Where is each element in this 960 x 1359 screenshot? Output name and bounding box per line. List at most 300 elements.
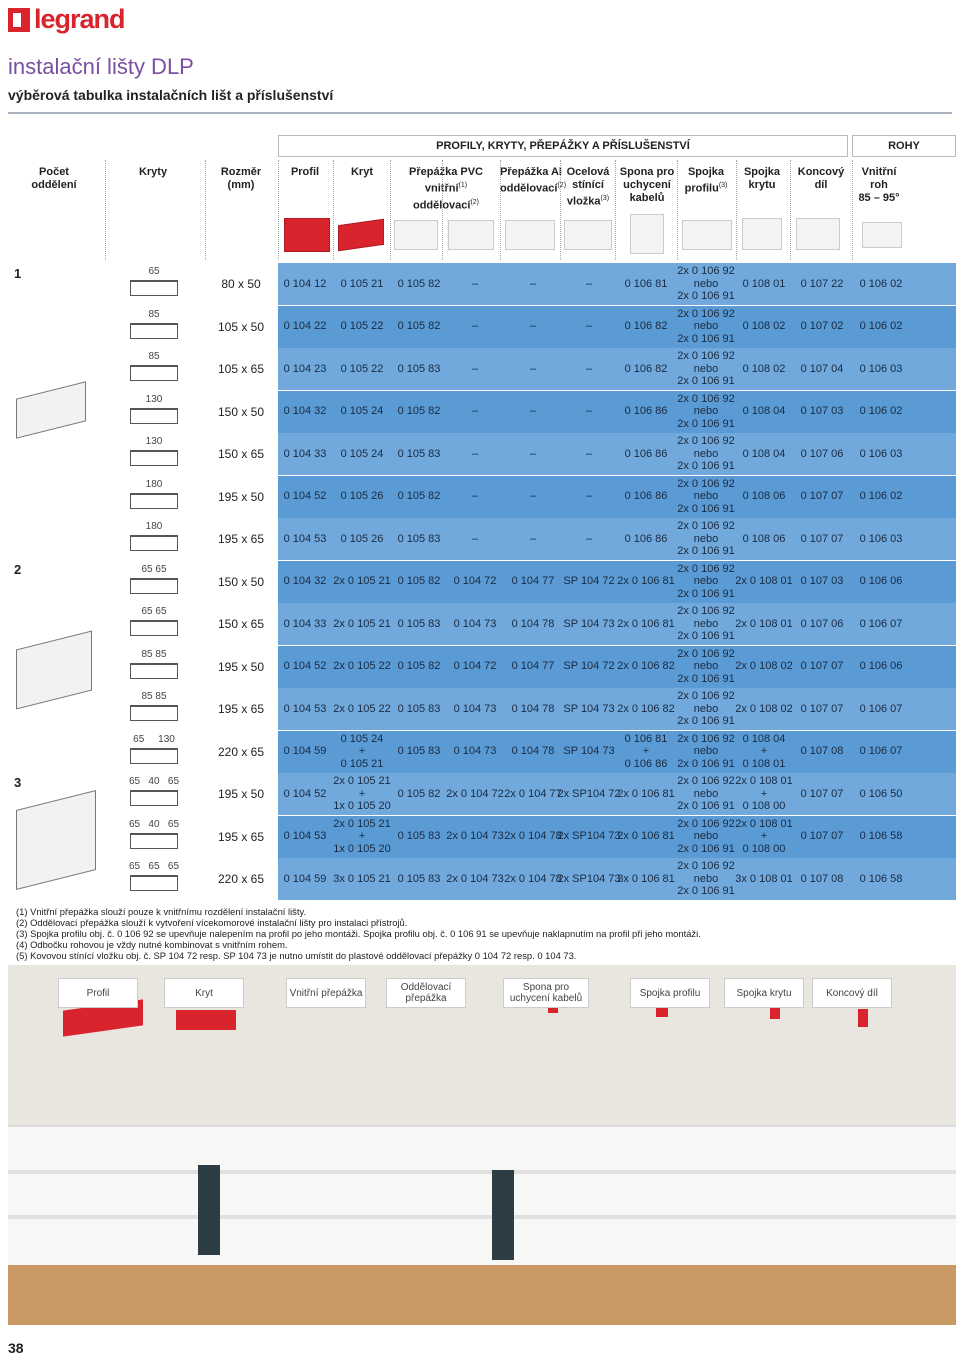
- cell-sp: 2x 0 106 92 nebo 2x 0 106 91: [677, 647, 735, 685]
- cell-profil: 0 104 52: [283, 490, 327, 503]
- cell-profil: 0 104 53: [283, 702, 327, 715]
- cell-sp: 2x 0 106 92 nebo 2x 0 106 91: [677, 817, 735, 855]
- cell-spona: 0 106 86: [624, 490, 668, 503]
- cell-sp: 2x 0 106 92 nebo 2x 0 106 91: [677, 392, 735, 430]
- col-separator: [790, 160, 791, 260]
- caption-oddelovaci: Oddělovací přepážka: [386, 978, 466, 1008]
- cell-pvc2: 0 104 73: [453, 617, 497, 630]
- cell-pvc: 0 105 82: [397, 490, 441, 503]
- title-divider: [8, 112, 952, 114]
- cell-ocel: 2x SP104 73: [557, 830, 621, 843]
- photo-red-mark: [656, 1007, 668, 1017]
- cell-ocel: SP 104 73: [563, 745, 615, 758]
- cell-ocel: SP 104 72: [563, 575, 615, 588]
- cell-roh: 0 106 02: [859, 320, 903, 333]
- cell-pvc2: 0 104 72: [453, 575, 497, 588]
- cell-al: –: [529, 362, 537, 375]
- cover-profile-icon: [130, 450, 178, 466]
- cell-sp: 2x 0 106 92 nebo 2x 0 106 91: [677, 860, 735, 898]
- table-row: [278, 646, 956, 688]
- cell-al: 2x 0 104 78: [504, 872, 562, 885]
- cell-pvc2: 0 104 73: [453, 702, 497, 715]
- cell-roh: 0 106 58: [859, 830, 903, 843]
- pvc-divider-image: [448, 220, 494, 250]
- col-pvc: Přepážka PVC vnitřní$^{(1)}$ oddělovací$^{(2)}$: [409, 166, 483, 212]
- cover-profile-icon: [130, 663, 178, 679]
- cell-pvc2: –: [471, 532, 479, 545]
- cell-pvc2: –: [471, 277, 479, 290]
- cell-spona: 2x 0 106 82: [617, 660, 675, 673]
- cover-profile-icon: [130, 408, 178, 424]
- cell-al: 2x 0 104 77: [504, 787, 562, 800]
- cover-dimension: 85 85: [141, 648, 167, 660]
- cover-profile-icon: [130, 705, 178, 721]
- cell-kryt: 0 105 26: [340, 532, 384, 545]
- col-vnitrni-roh: Vnitřní roh 85 – 95°: [858, 166, 900, 204]
- cell-profil: 0 104 59: [283, 745, 327, 758]
- caption-profil: Profil: [58, 978, 138, 1008]
- table-row: [278, 306, 956, 348]
- table-row: [278, 816, 956, 858]
- cell-profil: 0 104 53: [283, 532, 327, 545]
- cell-ocel: 2x SP104 73: [557, 872, 621, 885]
- cell-spona: 2x 0 106 82: [617, 702, 675, 715]
- trunking-1-illustration: [16, 381, 86, 438]
- col-pocet: Počet oddělení: [31, 166, 77, 191]
- cover-joint-image: [742, 218, 782, 250]
- table-row: [278, 518, 956, 560]
- cell-pvc2: 2x 0 104 73: [446, 872, 504, 885]
- cell-roh: 0 106 03: [859, 532, 903, 545]
- cell-roh: 0 106 58: [859, 872, 903, 885]
- cell-sk: 0 108 02: [742, 320, 786, 333]
- cell-kd: 0 107 03: [800, 575, 844, 588]
- cell-profil: 0 104 22: [283, 320, 327, 333]
- cell-pvc: 0 105 83: [397, 362, 441, 375]
- cell-kd: 0 107 04: [800, 362, 844, 375]
- table-row: [278, 688, 956, 730]
- cell-pvc2: –: [471, 320, 479, 333]
- table-row: [278, 391, 956, 433]
- col-koncovy: Koncový díl: [797, 166, 845, 191]
- cell-kd: 0 107 07: [800, 532, 844, 545]
- size-label: 150 x 65: [217, 617, 265, 631]
- cell-al: 2x 0 104 78: [504, 830, 562, 843]
- table-row: [278, 773, 956, 815]
- cell-pvc: 0 105 82: [397, 660, 441, 673]
- col-separator: [278, 160, 279, 260]
- inner-corner-image: [862, 222, 902, 248]
- cell-roh: 0 106 07: [859, 617, 903, 630]
- cell-kd: 0 107 22: [800, 277, 844, 290]
- page-subtitle: výběrová tabulka instalačních lišt a příslušenství: [8, 87, 334, 103]
- cell-profil: 0 104 32: [283, 575, 327, 588]
- al-divider-image: [505, 220, 555, 250]
- cell-sp: 2x 0 106 92 nebo 2x 0 106 91: [677, 520, 735, 558]
- cell-sp: 2x 0 106 92 nebo 2x 0 106 91: [677, 350, 735, 388]
- cell-ocel: SP 104 72: [563, 660, 615, 673]
- col-al: Přepážka Al oddělovací$^{(2)}$: [500, 166, 567, 195]
- cell-kryt: 2x 0 105 21: [333, 575, 391, 588]
- col-separator: [852, 160, 853, 260]
- cover-dimension: 65 40 65: [128, 776, 180, 787]
- cell-pvc: 0 105 83: [397, 447, 441, 460]
- cell-kd: 0 107 02: [800, 320, 844, 333]
- cell-pvc: 0 105 82: [397, 787, 441, 800]
- cell-sk: 0 108 01: [742, 277, 786, 290]
- cover-dimension: 65 65: [141, 563, 167, 575]
- cell-profil: 0 104 59: [283, 872, 327, 885]
- cell-roh: 0 106 03: [859, 447, 903, 460]
- cell-roh: 0 106 02: [859, 490, 903, 503]
- cell-sk: 2x 0 108 02: [735, 660, 793, 673]
- photo-red-mark: [770, 1007, 780, 1019]
- cover-dimension: 65 40 65: [128, 818, 180, 830]
- cell-sp: 2x 0 106 92 nebo 2x 0 106 91: [677, 605, 735, 643]
- cell-pvc: 0 105 83: [397, 532, 441, 545]
- footnote: (5) Kovovou stínící vložku obj. č. SP 104 72 resp. SP 104 73 je nutno umístit do plastové oddělovací přepážky 0 104 72 resp. 0 104 73.: [16, 950, 577, 961]
- cell-al: –: [529, 447, 537, 460]
- profile-joint-image: [682, 220, 732, 250]
- col-separator: [736, 160, 737, 260]
- cell-pvc2: 2x 0 104 72: [446, 787, 504, 800]
- size-label: 195 x 65: [217, 532, 265, 546]
- cell-kryt: 0 105 24 + 0 105 21: [340, 732, 384, 770]
- cell-spona: 0 106 86: [624, 447, 668, 460]
- table-row: [278, 603, 956, 645]
- logo-mark-icon: [8, 8, 30, 32]
- cell-sk: 0 108 06: [742, 532, 786, 545]
- cover-profile-icon: [130, 790, 178, 806]
- group-3: 3: [14, 775, 22, 790]
- brand-logo: [8, 4, 125, 35]
- cell-kryt: 2x 0 105 21 + 1x 0 105 20: [333, 775, 391, 813]
- cell-sk: 2x 0 108 01: [735, 575, 793, 588]
- col-separator: [333, 160, 334, 260]
- cell-pvc: 0 105 83: [397, 617, 441, 630]
- size-label: 150 x 65: [217, 447, 265, 461]
- steel-insert-image: [564, 220, 612, 250]
- cell-ocel: –: [585, 405, 593, 418]
- size-label: 105 x 50: [217, 319, 265, 334]
- cover-dimension: 85 85: [141, 691, 167, 702]
- cell-sp: 2x 0 106 92 nebo 2x 0 106 91: [677, 477, 735, 515]
- cell-sk: 2x 0 108 01 + 0 108 00: [735, 817, 793, 855]
- cell-spona: 0 106 81 + 0 106 86: [624, 732, 668, 770]
- cell-al: 0 104 78: [511, 617, 555, 630]
- col-separator: [560, 160, 561, 260]
- footnotes: [16, 906, 701, 961]
- cover-profile-icon: [130, 833, 178, 849]
- cell-spona: 0 106 82: [624, 320, 668, 333]
- header-main: PROFILY, KRYTY, PŘEPÁŽKY A PŘÍSLUŠENSTVÍ: [278, 135, 848, 157]
- group-1: 1: [14, 266, 22, 281]
- cell-profil: 0 104 33: [283, 447, 327, 460]
- cell-sk: 2x 0 108 02: [735, 702, 793, 715]
- cell-al: 0 104 78: [511, 745, 555, 758]
- cell-kd: 0 107 07: [800, 490, 844, 503]
- cell-kd: 0 107 07: [800, 830, 844, 843]
- group-2: 2: [14, 562, 22, 577]
- size-label: 150 x 50: [217, 574, 265, 589]
- table-row: [278, 348, 956, 390]
- cell-roh: 0 106 50: [859, 787, 903, 800]
- page-title: instalační lišty DLP: [8, 54, 194, 79]
- size-label: 80 x 50: [221, 277, 261, 291]
- photo-clip-dark: [492, 1170, 514, 1260]
- footnote: (2) Oddělovací přepážka slouží k vytvoření vícekomorové instalační lišty pro instalaci přístrojů.: [16, 917, 408, 928]
- cell-kd: 0 107 03: [800, 405, 844, 418]
- cell-al: –: [529, 405, 537, 418]
- cell-sk: 0 108 04: [742, 405, 786, 418]
- col-separator: [105, 160, 106, 260]
- caption-spojka-profilu: Spojka profilu: [630, 978, 710, 1008]
- table-row: [278, 476, 956, 518]
- cell-al: 0 104 77: [511, 660, 555, 673]
- size-label: 220 x 65: [217, 744, 265, 759]
- caption-vnitrni: Vnitřní přepážka: [286, 978, 366, 1008]
- cell-kryt: 0 105 24: [340, 405, 384, 418]
- table-row: [278, 731, 956, 773]
- table-row: [278, 561, 956, 603]
- cell-kryt: 0 105 22: [340, 320, 384, 333]
- cell-ocel: –: [585, 532, 593, 545]
- cell-spona: 2x 0 106 81: [617, 787, 675, 800]
- size-label: 220 x 65: [217, 872, 265, 886]
- size-label: 150 x 50: [217, 404, 265, 419]
- cell-spona: 2x 0 106 81: [617, 575, 675, 588]
- footnote: (3) Spojka profilu obj. č. 0 106 92 se upevňuje nalepením na profil po jeho montáži. Spojka profilu obj. č. 0 106 91 se upevňuje naklapnutím na profil při jeho montáži.: [16, 928, 701, 939]
- cell-pvc: 0 105 83: [397, 745, 441, 758]
- photo-floor: [8, 1255, 956, 1325]
- cover-dimension: 130: [145, 393, 163, 405]
- cell-pvc: 0 105 82: [397, 575, 441, 588]
- cell-ocel: SP 104 73: [563, 617, 615, 630]
- header-rohy: ROHY: [852, 135, 956, 157]
- cell-pvc2: 2x 0 104 73: [446, 830, 504, 843]
- cell-sk: 2x 0 108 01 + 0 108 00: [735, 775, 793, 813]
- end-cap-image: [796, 218, 840, 250]
- profil-image: [284, 218, 330, 252]
- col-spojka-krytu: Spojka krytu: [743, 166, 781, 191]
- col-separator: [677, 160, 678, 260]
- cell-kryt: 0 105 21: [340, 277, 384, 290]
- col-separator: [500, 160, 501, 260]
- cell-pvc: 0 105 83: [397, 702, 441, 715]
- cell-sk: 0 108 06: [742, 490, 786, 503]
- cell-kryt: 0 105 22: [340, 362, 384, 375]
- cover-profile-icon: [130, 535, 178, 551]
- cell-kryt: 2x 0 105 22: [333, 702, 391, 715]
- cell-pvc2: –: [471, 405, 479, 418]
- cell-profil: 0 104 33: [283, 617, 327, 630]
- cell-sp: 2x 0 106 92 nebo 2x 0 106 91: [677, 690, 735, 728]
- cell-ocel: –: [585, 447, 593, 460]
- cell-profil: 0 104 52: [283, 660, 327, 673]
- size-label: 105 x 65: [217, 362, 265, 376]
- cell-spona: 0 106 86: [624, 405, 668, 418]
- cover-dimension: 65: [148, 266, 160, 277]
- cell-roh: 0 106 02: [859, 405, 903, 418]
- cover-dimension: 85: [148, 308, 160, 320]
- col-rozmer: Rozměr (mm): [220, 166, 262, 191]
- cell-spona: 2x 0 106 81: [617, 617, 675, 630]
- cell-pvc2: –: [471, 447, 479, 460]
- col-separator: [390, 160, 391, 260]
- col-kryt: Kryt: [350, 166, 373, 178]
- col-spona: Spona pro uchycení kabelů: [619, 166, 675, 204]
- cell-ocel: –: [585, 362, 593, 375]
- cell-pvc: 0 105 82: [397, 277, 441, 290]
- cable-clip-image: [630, 214, 664, 254]
- table-row: [278, 858, 956, 900]
- cell-spona: 3x 0 106 81: [617, 872, 675, 885]
- size-label: 195 x 50: [217, 787, 265, 801]
- cell-sp: 2x 0 106 92 nebo 2x 0 106 91: [677, 775, 735, 813]
- cell-ocel: –: [585, 277, 593, 290]
- trunking-line: [8, 1215, 956, 1219]
- photo-kryt-red: [176, 1010, 236, 1030]
- cell-al: –: [529, 490, 537, 503]
- cell-kryt: 0 105 26: [340, 490, 384, 503]
- cover-dimension: 130: [145, 436, 163, 447]
- cell-kryt: 3x 0 105 21: [333, 872, 391, 885]
- cover-profile-icon: [130, 620, 178, 636]
- cell-sp: 2x 0 106 92 nebo 2x 0 106 91: [677, 265, 735, 303]
- cover-profile-icon: [130, 280, 178, 296]
- cell-kryt: 2x 0 105 22: [333, 660, 391, 673]
- page-number: 38: [8, 1340, 24, 1356]
- footnote: (1) Vnitřní přepážka slouží pouze k vnitřnímu rozdělení instalační lišty.: [16, 906, 307, 917]
- cell-pvc2: 0 104 72: [453, 660, 497, 673]
- caption-spojka-krytu: Spojka krytu: [724, 978, 804, 1008]
- col-profil: Profil: [290, 166, 320, 178]
- cell-kryt: 2x 0 105 21 + 1x 0 105 20: [333, 817, 391, 855]
- size-label: 195 x 65: [217, 829, 265, 844]
- col-separator: [615, 160, 616, 260]
- cell-kd: 0 107 07: [800, 702, 844, 715]
- cell-profil: 0 104 52: [283, 787, 327, 800]
- product-photo: [8, 965, 956, 1325]
- cell-roh: 0 106 03: [859, 362, 903, 375]
- cell-sk: 0 108 04 + 0 108 01: [742, 732, 786, 770]
- cell-spona: 0 106 81: [624, 277, 668, 290]
- cell-al: –: [529, 320, 537, 333]
- cell-sp: 2x 0 106 92 nebo 2x 0 106 91: [677, 307, 735, 345]
- trunking-line: [8, 1170, 956, 1174]
- trunking-2-illustration: [16, 631, 92, 710]
- cover-dimension: 65 65: [141, 606, 167, 617]
- cell-kd: 0 107 07: [800, 660, 844, 673]
- cell-profil: 0 104 12: [283, 277, 327, 290]
- cell-kd: 0 107 06: [800, 447, 844, 460]
- size-label: 195 x 50: [217, 489, 265, 504]
- photo-clip-dark: [198, 1165, 220, 1255]
- kryt-image: [338, 219, 384, 251]
- cell-pvc: 0 105 82: [397, 405, 441, 418]
- cell-profil: 0 104 53: [283, 830, 327, 843]
- cell-pvc: 0 105 83: [397, 830, 441, 843]
- cell-pvc2: –: [471, 362, 479, 375]
- cell-ocel: SP 104 73: [563, 702, 615, 715]
- col-spojka-profilu: Spojka profilu$^{(3)}$: [684, 166, 728, 195]
- cell-kd: 0 107 08: [800, 745, 844, 758]
- footnote: (4) Odbočku rohovou je vždy nutné kombinovat s vnitřním rohem.: [16, 939, 288, 950]
- cell-sp: 2x 0 106 92 nebo 2x 0 106 91: [677, 732, 735, 770]
- cover-dimension: 85: [148, 351, 160, 362]
- cell-al: 0 104 77: [511, 575, 555, 588]
- size-label: 195 x 65: [217, 702, 265, 716]
- cell-spona: 0 106 86: [624, 532, 668, 545]
- cell-kd: 0 107 08: [800, 872, 844, 885]
- cell-sp: 2x 0 106 92 nebo 2x 0 106 91: [677, 562, 735, 600]
- cell-pvc: 0 105 82: [397, 320, 441, 333]
- cell-pvc2: –: [471, 490, 479, 503]
- cover-dimension: 65 130: [133, 733, 175, 745]
- cell-profil: 0 104 32: [283, 405, 327, 418]
- caption-spona: Spona pro uchycení kabelů: [503, 978, 589, 1008]
- table-row: [278, 433, 956, 475]
- cell-sk: 0 108 02: [742, 362, 786, 375]
- cell-al: –: [529, 277, 537, 290]
- pvc-inner-image: [394, 220, 438, 250]
- cell-kd: 0 107 06: [800, 617, 844, 630]
- cell-al: –: [529, 532, 537, 545]
- caption-kryt: Kryt: [164, 978, 244, 1008]
- cell-roh: 0 106 02: [859, 277, 903, 290]
- cell-roh: 0 106 06: [859, 660, 903, 673]
- caption-koncovy: Koncový díl: [812, 978, 892, 1008]
- cell-ocel: –: [585, 490, 593, 503]
- cell-kd: 0 107 07: [800, 787, 844, 800]
- trunking-3-illustration: [16, 790, 96, 890]
- cell-roh: 0 106 07: [859, 745, 903, 758]
- cell-ocel: –: [585, 320, 593, 333]
- cover-profile-icon: [130, 365, 178, 381]
- logo-text: legrand: [34, 4, 125, 34]
- cover-profile-icon: [130, 578, 178, 594]
- cover-profile-icon: [130, 493, 178, 509]
- col-separator: [205, 160, 206, 260]
- cell-sk: 2x 0 108 01: [735, 617, 793, 630]
- cell-spona: 0 106 82: [624, 362, 668, 375]
- cell-roh: 0 106 07: [859, 702, 903, 715]
- cover-dimension: 180: [145, 521, 163, 532]
- cell-kryt: 2x 0 105 21: [333, 617, 391, 630]
- cell-spona: 2x 0 106 81: [617, 830, 675, 843]
- cell-pvc2: 0 104 73: [453, 745, 497, 758]
- cover-profile-icon: [130, 748, 178, 764]
- photo-red-mark: [858, 1009, 868, 1027]
- cell-profil: 0 104 23: [283, 362, 327, 375]
- col-kryty: Kryty: [138, 166, 168, 178]
- cover-dimension: 180: [145, 478, 163, 490]
- cell-sk: 0 108 04: [742, 447, 786, 460]
- cell-ocel: 2x SP104 72: [557, 787, 621, 800]
- cover-profile-icon: [130, 875, 178, 891]
- col-separator: [442, 160, 443, 260]
- trunking-photo: [8, 1125, 956, 1265]
- cell-sp: 2x 0 106 92 nebo 2x 0 106 91: [677, 435, 735, 473]
- cell-pvc: 0 105 83: [397, 872, 441, 885]
- cell-roh: 0 106 06: [859, 575, 903, 588]
- table-row: [278, 263, 956, 305]
- cell-al: 0 104 78: [511, 702, 555, 715]
- cell-sk: 3x 0 108 01: [735, 872, 793, 885]
- cover-profile-icon: [130, 323, 178, 339]
- size-label: 195 x 50: [217, 659, 265, 674]
- cell-kryt: 0 105 24: [340, 447, 384, 460]
